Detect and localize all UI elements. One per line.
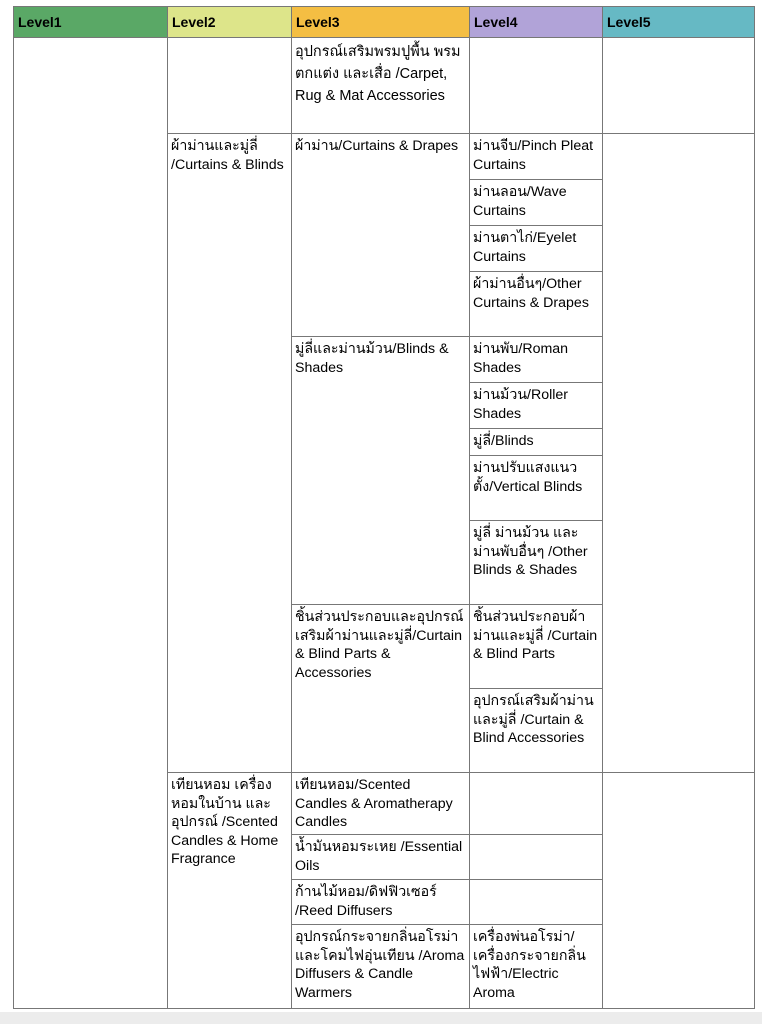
level4-cell: ม่านม้วน/Roller Shades <box>470 383 603 429</box>
level4-cell <box>470 880 603 925</box>
level4-cell: ม่านปรับแสงแนวตั้ง/Vertical Blinds <box>470 456 603 521</box>
level3-cell: มู่ลี่และม่านม้วน/Blinds & Shades <box>292 337 470 605</box>
category-table <box>13 6 755 1009</box>
level4-cell <box>470 835 603 880</box>
header-level5: Level5 <box>603 7 755 38</box>
level5-cell <box>603 134 755 773</box>
level4-cell: ม่านจีบ/Pinch Pleat Curtains <box>470 134 603 180</box>
level5-cell <box>603 38 755 134</box>
level5-cell <box>603 773 755 1009</box>
level4-cell <box>470 38 603 134</box>
header-level3: Level3 <box>292 7 470 38</box>
level4-cell: ผ้าม่านอื่นๆ/Other Curtains & Drapes <box>470 272 603 337</box>
level3-cell: ก้านไม้หอม/ดิฟฟิวเซอร์ /Reed Diffusers <box>292 880 470 925</box>
level4-cell: มู่ลี่ ม่านม้วน และม่านพับอื่นๆ /Other Blinds & Shades <box>470 521 603 605</box>
level4-cell <box>470 773 603 835</box>
level2-cell: เทียนหอม เครื่องหอมในบ้าน และอุปกรณ์ /Scented Candles & Home Fragrance <box>168 773 292 1009</box>
level3-cell: ชิ้นส่วนประกอบและอุปกรณ์เสริมผ้าม่านและมู่ลี่/Curtain & Blind Parts & Accessories <box>292 605 470 773</box>
bottom-strip <box>0 1012 762 1024</box>
table-row <box>14 38 755 134</box>
header-level2: Level2 <box>168 7 292 38</box>
level3-cell: อุปกรณ์กระจายกลิ่นอโรม่าและโคมไฟอุ่นเทียน /Aroma Diffusers & Candle Warmers <box>292 925 470 1009</box>
header-level4: Level4 <box>470 7 603 38</box>
level3-cell: ผ้าม่าน/Curtains & Drapes <box>292 134 470 337</box>
level3-cell: อุปกรณ์เสริมพรมปูพื้น พรมตกแต่ง และเสื่อ /Carpet, Rug & Mat Accessories <box>292 38 470 134</box>
level3-cell: น้ำมันหอมระเหย /Essential Oils <box>292 835 470 880</box>
header-level1: Level1 <box>14 7 168 38</box>
level4-cell: อุปกรณ์เสริมผ้าม่านและมู่ลี่ /Curtain & Blind Accessories <box>470 689 603 773</box>
level4-cell: มู่ลี่/Blinds <box>470 429 603 456</box>
level4-cell: ม่านลอน/Wave Curtains <box>470 180 603 226</box>
level4-cell: เครื่องพ่นอโรม่า/เครื่องกระจายกลิ่นไฟฟ้า/Electric Aroma <box>470 925 603 1009</box>
level4-cell: ม่านตาไก่/Eyelet Curtains <box>470 226 603 272</box>
level2-cell <box>168 38 292 134</box>
level1-cell <box>14 38 168 1009</box>
level2-cell: ผ้าม่านและมู่ลี่ /Curtains & Blinds <box>168 134 292 773</box>
level4-cell: ชิ้นส่วนประกอบผ้าม่านและมู่ลี่ /Curtain & Blind Parts <box>470 605 603 689</box>
header-row <box>14 7 755 38</box>
level3-cell: เทียนหอม/Scented Candles & Aromatherapy Candles <box>292 773 470 835</box>
level4-cell: ม่านพับ/Roman Shades <box>470 337 603 383</box>
